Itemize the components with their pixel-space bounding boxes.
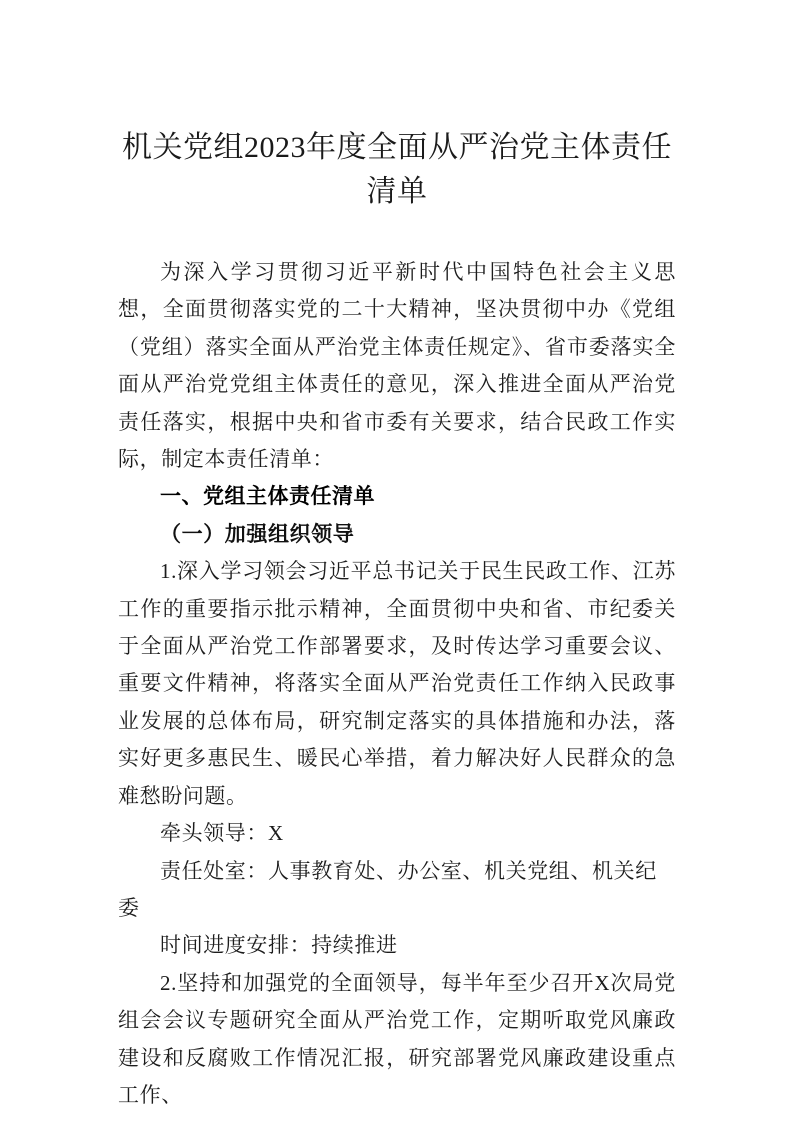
section-heading-1: 一、党组主体责任清单 [160,485,375,509]
schedule-line: 时间进度安排：持续推进 [160,933,398,958]
list-item-1: 1.深入学习领会习近平总书记关于民生民政工作、江苏工作的重要指示批示精神，全面贯彻中央和省、市纪委关于全面从严治党工作部署要求，及时传达学习重要会议、重要文件精神，将落实全面从严治党责任工作纳入民政事业发展的总体布局，研究制定落实的具体措施和办法，落实好更多惠民生、暖民心举措，着力解决好人民群众的急难愁盼问题。 [118,559,676,808]
responsible-offices-line: 责任处室：人事教育处、办公室、机关党组、机关纪委 [118,858,657,920]
subsection-heading-1-1: （一）加强组织领导 [160,521,355,546]
page-title: 机关党组2023年度全面从严治党主体责任清单 [122,131,672,208]
lead-leader-line: 牵头领导：X [160,821,284,846]
list-item-2: 2.坚持和加强党的全面领导，每半年至少召开X次局党组会会议专题研究全面从严治党工作，定期听取党风廉政建设和反腐败工作情况汇报，研究部署党风廉政建设重点工作、 [118,970,676,1107]
page-content [118,0,676,1114]
intro-paragraph: 为深入学习贯彻习近平新时代中国特色社会主义思想，全面贯彻落实党的二十大精神，坚决贯彻中办《党组（党组）落实全面从严治党主体责任规定》、省市委落实全面从严治党党组主体责任的意见，深入推进全面从严治党责任落实，根据中央和省市委有关要求，结合民政工作实际，制定本责任清单： [118,260,676,472]
